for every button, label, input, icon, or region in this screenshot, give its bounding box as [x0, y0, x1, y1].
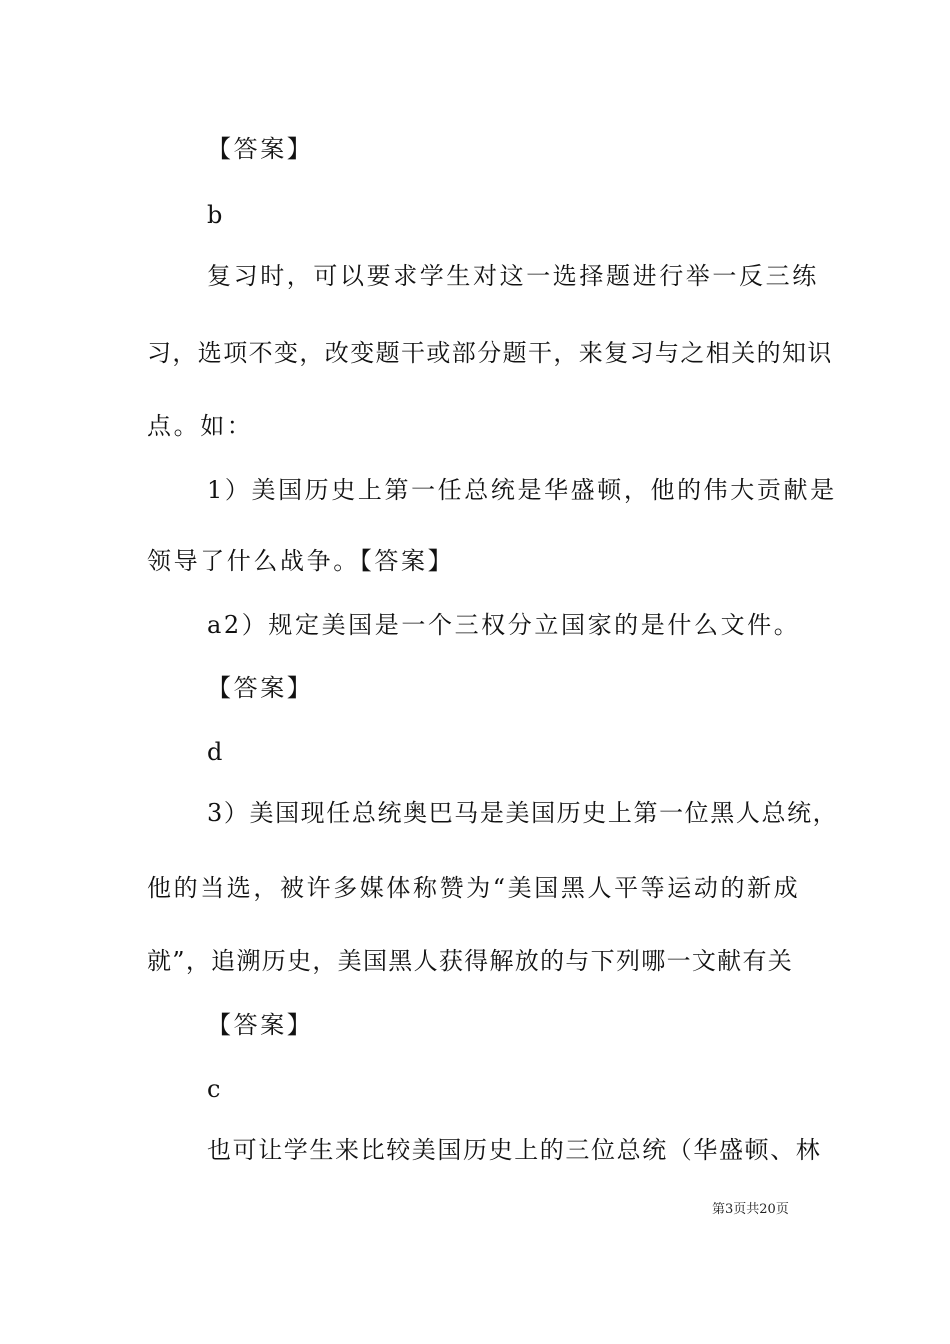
paragraph-line: 也可让学生来比较美国历史上的三位总统（华盛顿、林	[207, 1136, 822, 1164]
answer-value: c	[207, 1075, 224, 1103]
question-line: a2）规定美国是一个三权分立国家的是什么文件。	[207, 611, 801, 639]
answer-value: d	[207, 738, 225, 766]
question-line: 1）美国历史上第一任总统是华盛顿，他的伟大贡献是	[207, 476, 837, 504]
paragraph-line: 点。如：	[147, 412, 254, 440]
question-line: 领导了什么战争。【答案】	[147, 547, 455, 575]
answer-value: b	[207, 201, 225, 229]
answer-label: 【答案】	[207, 674, 314, 702]
question-line: 3）美国现任总统奥巴马是美国历史上第一位黑人总统，	[207, 799, 839, 827]
answer-label: 【答案】	[207, 1011, 314, 1039]
page-number: 第3页共20页	[712, 1202, 789, 1217]
question-line: 他的当选，被许多媒体称赞为“美国黑人平等运动的新成	[147, 874, 801, 902]
paragraph-line: 习，选项不变，改变题干或部分题干，来复习与之相关的知识	[147, 339, 833, 367]
answer-label: 【答案】	[207, 135, 314, 163]
question-line: 就”，追溯历史，美国黑人获得解放的与下列哪一文献有关	[147, 947, 794, 975]
paragraph-line: 复习时，可以要求学生对这一选择题进行举一反三练	[207, 262, 819, 290]
